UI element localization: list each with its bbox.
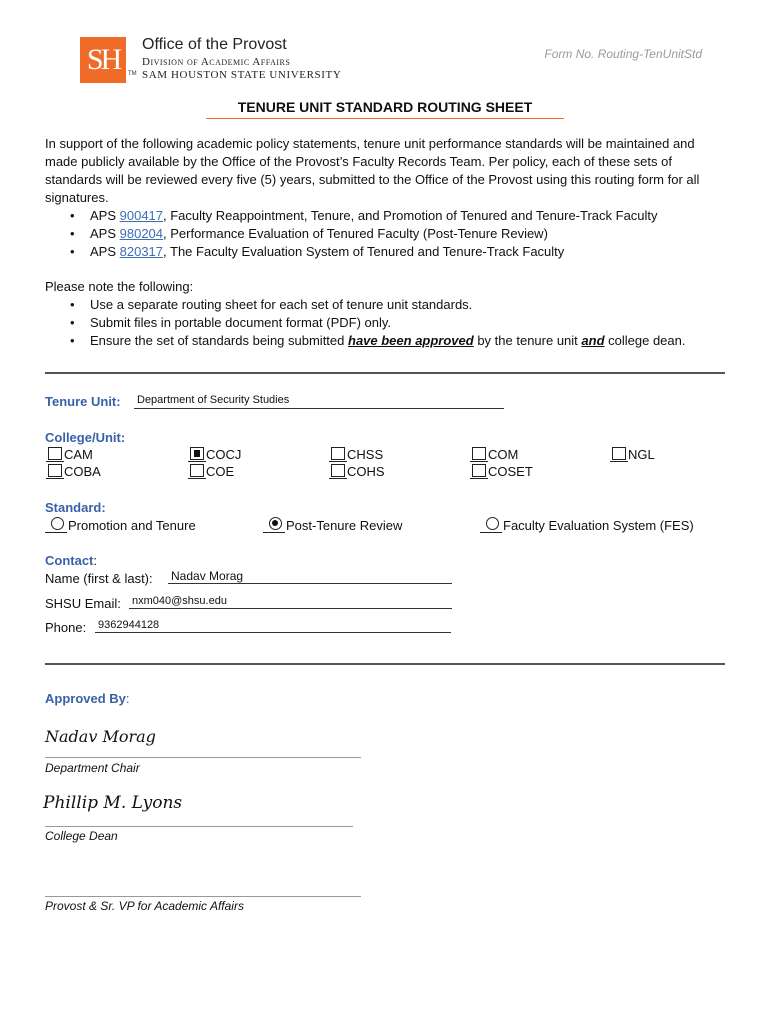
email-field[interactable]: [129, 594, 452, 609]
radio-promotion-tenure[interactable]: [51, 517, 64, 530]
standard-label: Standard:: [45, 500, 106, 515]
aps-item: • APS 900417, Faculty Reappointment, Tenure, and Promotion of Tenured and Tenure-Track Faculty: [90, 207, 770, 225]
dean-signature: Phillip M. Lyons: [43, 793, 183, 813]
checkbox-coe[interactable]: [190, 464, 204, 477]
chair-label: Department Chair: [45, 761, 140, 775]
checkbox-coset[interactable]: [472, 464, 486, 477]
email-value: nxm040@shsu.edu: [132, 595, 227, 607]
radio-fes[interactable]: [486, 517, 499, 530]
name-label: Name (first & last):: [45, 571, 153, 586]
org-office: Office of the Provost: [142, 36, 287, 53]
name-value: Nadav Morag: [171, 569, 244, 583]
checkbox-label: NGL: [628, 447, 655, 462]
note-item: • Use a separate routing sheet for each set of tenure unit standards.: [90, 296, 770, 314]
contact-heading: Contact:: [45, 553, 98, 568]
chair-signature-line[interactable]: [45, 757, 361, 758]
aps-item: • APS 820317, The Faculty Evaluation System of Tenured and Tenure-Track Faculty: [90, 243, 770, 261]
provost-signature-line[interactable]: [45, 896, 361, 897]
note-item: • Ensure the set of standards being submitted have been approved by the tenure unit and college dean.: [90, 332, 770, 350]
aps-list: [45, 207, 770, 261]
radio-post-tenure-review[interactable]: [269, 517, 282, 530]
radio-label: Post-Tenure Review: [286, 518, 403, 533]
dean-label: College Dean: [45, 829, 118, 843]
phone-field[interactable]: [95, 618, 451, 633]
tenure-unit-value: Department of Security Studies: [137, 394, 290, 406]
note-item: • Submit files in portable document format (PDF) only.: [90, 314, 770, 332]
divider: [45, 663, 725, 665]
approved-heading: Approved By:: [45, 691, 130, 706]
title-underline: [206, 118, 564, 119]
checkbox-coba[interactable]: [48, 464, 62, 477]
aps-link[interactable]: 820317: [119, 244, 164, 259]
checkbox-label: CAM: [64, 447, 93, 462]
checkbox-cocj[interactable]: [190, 447, 204, 460]
chair-signature: Nadav Morag: [45, 727, 156, 746]
college-label: College/Unit:: [45, 430, 126, 445]
checkbox-com[interactable]: [472, 447, 486, 460]
aps-item: • APS 980204, Performance Evaluation of Tenured Faculty (Post-Tenure Review): [90, 225, 770, 243]
shsu-logo: SH: [80, 37, 126, 83]
phone-label: Phone:: [45, 620, 87, 635]
checkbox-label: COCJ: [206, 447, 242, 462]
radio-label: Faculty Evaluation System (FES): [503, 518, 694, 533]
trademark: TM: [128, 71, 137, 77]
checkbox-label: COHS: [347, 464, 385, 479]
aps-link[interactable]: 900417: [119, 208, 164, 223]
checkbox-chss[interactable]: [331, 447, 345, 460]
name-field[interactable]: [168, 569, 452, 584]
checkbox-ngl[interactable]: [612, 447, 626, 460]
org-university: SAM HOUSTON STATE UNIVERSITY: [142, 69, 342, 81]
page-title: TENURE UNIT STANDARD ROUTING SHEET: [237, 99, 533, 115]
phone-value: 9362944128: [98, 619, 160, 631]
org-division: Division of Academic Affairs: [142, 56, 291, 68]
dean-signature-line[interactable]: [45, 826, 353, 827]
email-label: SHSU Email:: [45, 596, 121, 611]
intro-paragraph: In support of the following academic policy statements, tenure unit performance standards will be maintained and made publicly available by the Office of the Provost’s Faculty Records Team. Per policy, each of these sets of standards will be reviewed every five (5) years, submitted to the Office of the Provost using this routing form for all signatures.: [45, 136, 700, 205]
provost-label: Provost & Sr. VP for Academic Affairs: [45, 899, 244, 913]
tenure-unit-label: Tenure Unit:: [45, 394, 121, 409]
checkbox-label: CHSS: [347, 447, 384, 462]
radio-label: Promotion and Tenure: [68, 518, 196, 533]
notes-list: [45, 296, 770, 350]
checkbox-label: COSET: [488, 464, 533, 479]
aps-link[interactable]: 980204: [119, 226, 164, 241]
checkbox-label: COE: [206, 464, 235, 479]
checkbox-label: COM: [488, 447, 519, 462]
form-number: Form No. Routing-TenUnitStd: [544, 47, 702, 61]
checkbox-cohs[interactable]: [331, 464, 345, 477]
note-heading: Please note the following:: [45, 279, 194, 294]
checkbox-cam[interactable]: [48, 447, 62, 460]
divider: [45, 372, 725, 374]
tenure-unit-field[interactable]: [134, 394, 504, 409]
checkbox-label: COBA: [64, 464, 101, 479]
